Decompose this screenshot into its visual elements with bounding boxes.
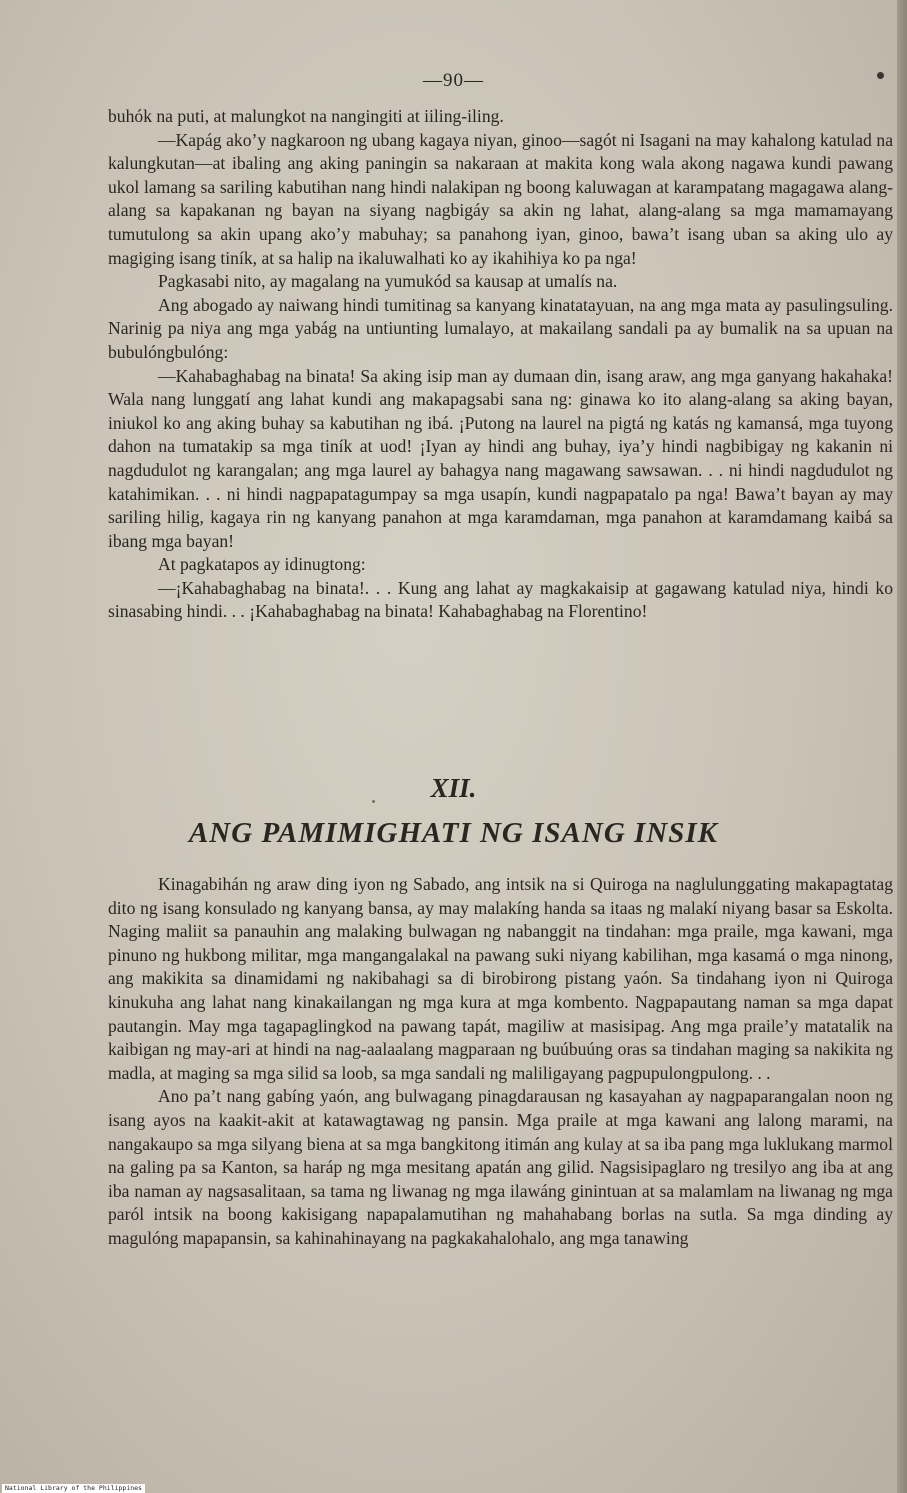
paragraph: —¡Kahabaghabag na binata!. . . Kung ang lahat ay magkakaisip at gagawang katulad niya, hindi ko sinasabing hindi. . . ¡Kahabaghabag na binata! Kahabaghabag na Florentino! [108, 577, 893, 622]
scan-credit: National Library of the Philippines [2, 1484, 145, 1493]
paragraph: —Kapág ako’y nagkaroon ng ubang kagaya niyan, ginoo—sagót ni Isagani na may kahalong katulad na kalungkutan—at ibaling ang aking paningin sa nakaraan at makita kong wala akong nagawa kundi pawang ukol lamang sa sariling kabutihan nang hindi nalakipan ng boong kaluwagan at karampatang magagawa alang-alang sa kapakanan ng bayan na siyang nagbigáy sa akin ng lahat, alang-alang sa mga mamamayang tumutulong sa akin upang ako’y mabuhay; sa panahong iyan, ginoo, bawa’t isang uban sa aking ulo ay magiging isang tiník, at sa halip na ikaluwalhati ko ay ikahihiya ko pa nga! [108, 129, 893, 268]
paragraph: Pagkasabi nito, ay magalang na yumukód sa kausap at umalís na. [158, 271, 618, 292]
page-edge-shadow [897, 0, 907, 1493]
paragraph: buhók na puti, at malungkot na nangingiti at iiling-iling. [108, 106, 504, 126]
paragraph: Kinagabihán ng araw ding iyon ng Sabado, ang intsik na si Quiroga na naglulunggating makapagtatag dito ng isang konsulado ng kanyang bansa, ay may malakíng handa sa itaas ng malakí niyang basar sa Eskolta. Naging maliit sa panauhin ang malaking bulwagan ng nabanggit na tindahan: mga praile, mga kawani, mga pinuno ng hukbong militar, mga mangangalakal na pawang suki niyang kabilihan, mga kasamá o mga ninong, ang makikita sa dinamidami ng nakibahagi sa di birobirong pistang yaón. Sa tindahang iyon ni Quiroga kinukuha ang lahat nang kinakailangan ng mga kura at mga kombento. Nagpapautang naman sa mga dapat pautangin. May mga tagapaglingkod na pawang tapát, magiliw at masisipag. Ang mga praile’y matatalik na kaibigan ng may-ari at hindi na nag-aalaalang magparaan ng buúbuúng oras sa tindahan maging sa nakikita ng madla, at maging sa mga silid sa loob, sa mga sandali ng maliligayang pagpupulongpulong. . . [108, 874, 893, 1083]
chapter-title: ANG PAMIMIGHATI NG ISANG INSIK [188, 817, 719, 849]
page-number: —90— [423, 70, 484, 91]
paragraph: Ang abogado ay naiwang hindi tumitinag sa kanyang kinatatayuan, na ang mga mata ay pasulingsuling. Narinig pa niya ang mga yabág na untiunting lumalayo, at makailang sandali pa ay bumalik na sa upuan na bubulóngbulóng: [108, 294, 893, 362]
chapter-number: XII. [430, 773, 477, 803]
text-section-before-chapter [108, 105, 893, 624]
paragraph: At pagkatapos ay idinugtong: [158, 554, 366, 575]
paragraph: Ano pa’t nang gabíng yaón, ang bulwagang pinagdarausan ng kasayahan ay nagpaparangalan noon ng isang ayos na kaakit-akit at katawagtawag ng pansin. Mga praile at mga kawani ang lalong marami, na nangakaupo sa mga silyang biena at sa mga bangkitong itimán ang kulay at sa iba pang mga luklukang marmol na galing pa sa Kanton, sa haráp ng mga mesitang apatán ang gilid. Nagsisipaglaro ng tresilyo ang iba at ang iba naman ay nagsasalitaan, sa tama ng liwanag ng mga ilawáng ginintuan at sa malamlam na liwanag ng mga paról intsik na boong kakisigang napapalamutihan ng mahahabang borlas na sutla. Sa mga dinding ay magulóng mapapansin, sa kahinahinayang na pagkakahalohalo, ang mga tanawing [108, 1086, 893, 1248]
text-section-chapter-body [108, 873, 893, 1251]
paragraph: —Kahabaghabag na binata! Sa aking isip man ay dumaan din, isang araw, ang mga ganyang hakahaka! Wala nang lunggatí ang lahat kundi ang makapagsabi sana ng: ginawa ko ito alang-alang sa aking bayan, iniukol ko ang aking buhay sa kabutihan ng ibá. ¡Putong na laurel na pigtá ng katás ng kamansá, mga tuyong dahon na tumatakip sa mga tiník at uod! ¡Iyan ay hindi ang buhay, iya’y hindi nagbibigay ng kakanin ni nagdudulot ng karangalan; ang mga laurel ay bahagya nang magawang sawsawan. . . ni hindi nagdudulot ng katahimikan. . . ni hindi nagpapatagumpay sa mga usapín, kundi nagpapatalo pa nga! Bawa’t bayan ay may sariling hilig, kagaya rin ng kanyang panahon at mga karamdaman, mga panahon at karamdamang kaibá sa ibang mga bayan! [108, 365, 893, 551]
